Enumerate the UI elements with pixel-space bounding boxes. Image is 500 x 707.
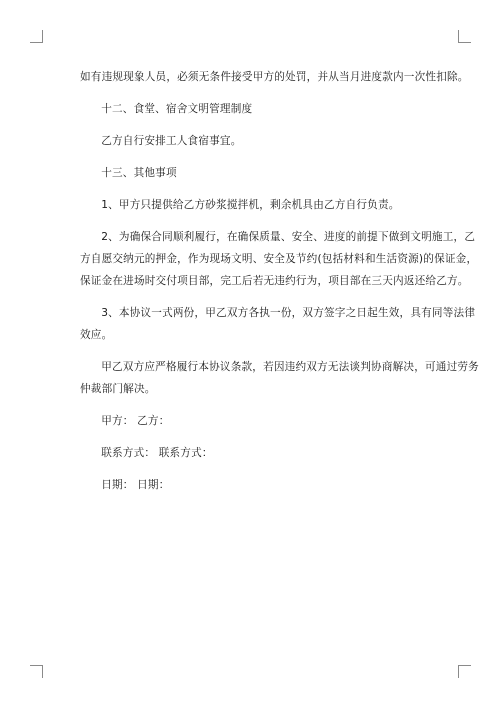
paragraph-item-2 xyxy=(80,226,478,292)
paragraph-item-1 xyxy=(80,194,440,216)
paragraph-accommodation xyxy=(80,130,440,152)
text-line: 十三、其他事项 xyxy=(101,167,177,179)
crop-mark-top-right xyxy=(458,30,471,43)
text-line: 乙方自行安排工人食宿事宜。 xyxy=(101,135,242,147)
text-line: 联系方式： 联系方式： xyxy=(101,447,213,459)
signature-date-line xyxy=(80,474,440,496)
text-line: 效应。 xyxy=(80,329,113,341)
text-line: 2、为确保合同顺利履行，在确保质量、安全、进度的前提下做到文明施工，乙 xyxy=(101,231,476,243)
crop-mark-top-left xyxy=(30,30,43,43)
text-line: 如有违规现象人员，必须无条件接受甲方的处罚，并从当月进度款内一次性扣除。 xyxy=(80,71,469,83)
heading-section-13 xyxy=(80,162,440,184)
paragraph-arbitration xyxy=(80,356,479,400)
text-line: 甲乙双方应严格履行本协议条款，若因违约双方无法谈判协商解决，可通过劳务 xyxy=(101,361,479,373)
text-line: 3、本协议一式两份，甲乙双方各执一份，双方签字之日起生效，具有同等法律 xyxy=(101,307,476,319)
text-line: 日期： 日期： xyxy=(101,479,170,491)
text-line: 1、甲方只提供给乙方砂浆搅拌机，剩余机具由乙方自行负责。 xyxy=(101,199,400,211)
text-line: 十二、食堂、宿舍文明管理制度 xyxy=(101,103,253,115)
crop-mark-bottom-left xyxy=(30,665,43,678)
paragraph-item-3 xyxy=(80,302,476,346)
heading-section-12 xyxy=(80,98,440,120)
crop-mark-bottom-right xyxy=(458,665,471,678)
signature-contact-line xyxy=(80,442,440,464)
document-body xyxy=(80,66,479,506)
signature-party-line xyxy=(80,410,440,432)
text-line: 方自愿交纳元的押金，作为现场文明、安全及节约(包括材料和生活资源)的保证金， xyxy=(80,253,478,265)
text-line: 仲裁部门解决。 xyxy=(80,383,156,395)
text-line: 甲方： 乙方： xyxy=(101,415,170,427)
paragraph-penalty xyxy=(80,66,469,88)
text-line: 保证金在进场时交付项目部，完工后若无违约行为，项目部在三天内返还给乙方。 xyxy=(80,275,469,287)
